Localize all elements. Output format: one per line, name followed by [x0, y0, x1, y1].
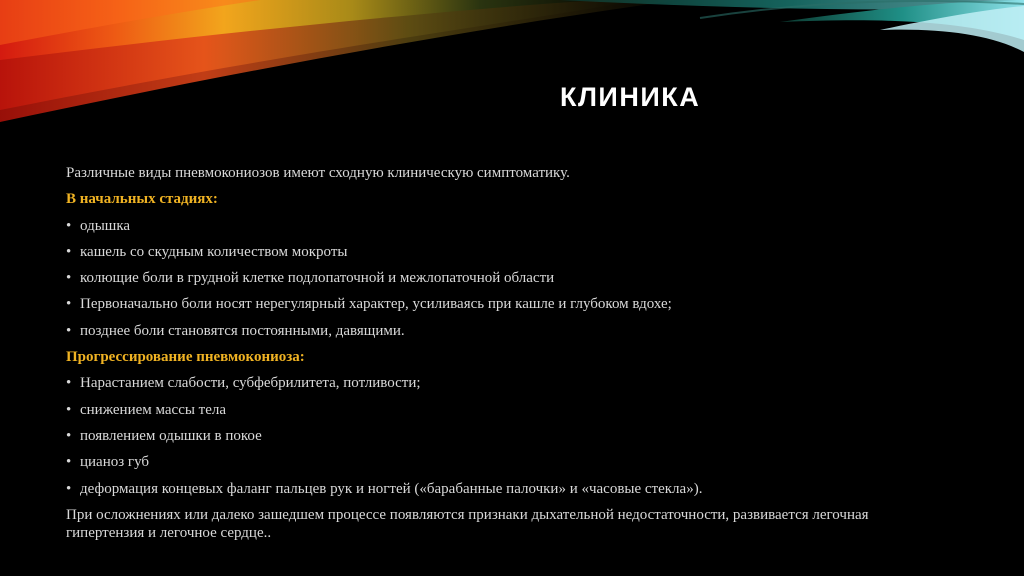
conclusion-text: При осложнениях или далеко зашедшем процессе появляются признаки дыхательной недостаточности, развивается легочная гипертензия и легочное сердце.. — [66, 506, 869, 541]
list-item-text: снижением массы тела — [80, 401, 227, 418]
list-item — [66, 243, 946, 261]
bullet-icon: • — [66, 427, 72, 444]
list-item — [66, 480, 946, 498]
list-item-text: позднее боли становятся постоянными, давящими. — [80, 322, 405, 339]
list-item — [66, 217, 946, 235]
list-item — [66, 374, 946, 392]
bullet-icon: • — [66, 217, 72, 234]
list-item-text: кашель со скудным количеством мокроты — [80, 243, 348, 260]
bullet-icon: • — [66, 375, 72, 392]
bullet-icon: • — [66, 243, 72, 260]
bullet-icon: • — [66, 296, 72, 313]
intro-text: Различные виды пневмокониозов имеют сходную клиническую симптоматику. — [66, 165, 570, 181]
bullet-icon: • — [66, 322, 72, 339]
list-item — [66, 453, 946, 471]
list-item-text: Нарастанием слабости, субфебрилитета, потливости; — [80, 375, 421, 392]
list-item-text: деформация концевых фаланг пальцев рук и ногтей («барабанные палочки» и «часовые стекла»). — [80, 480, 703, 497]
list-item — [66, 427, 946, 445]
slide-title: КЛИНИКА — [560, 82, 701, 112]
list-item — [66, 401, 946, 419]
list-item-text: Первоначально боли носят нерегулярный характер, усиливаясь при кашле и глубоком вдохе; — [80, 296, 672, 313]
bullet-icon: • — [66, 454, 72, 471]
slide-body — [66, 164, 946, 550]
section-heading-initial-stages: В начальных стадиях: — [66, 191, 218, 208]
list-item — [66, 295, 946, 313]
section-heading-progression: Прогрессирование пневмокониоза: — [66, 349, 305, 366]
bullet-icon: • — [66, 401, 72, 418]
list-item — [66, 269, 946, 287]
list-item-text: появлением одышки в покое — [80, 427, 262, 444]
list-item — [66, 322, 946, 340]
list-item-text: колющие боли в грудной клетке подлопаточной и межлопаточной области — [80, 270, 555, 287]
list-item-text: одышка — [80, 217, 131, 234]
bullet-icon: • — [66, 270, 72, 287]
list-item-text: цианоз губ — [80, 454, 150, 471]
bullet-icon: • — [66, 480, 72, 497]
